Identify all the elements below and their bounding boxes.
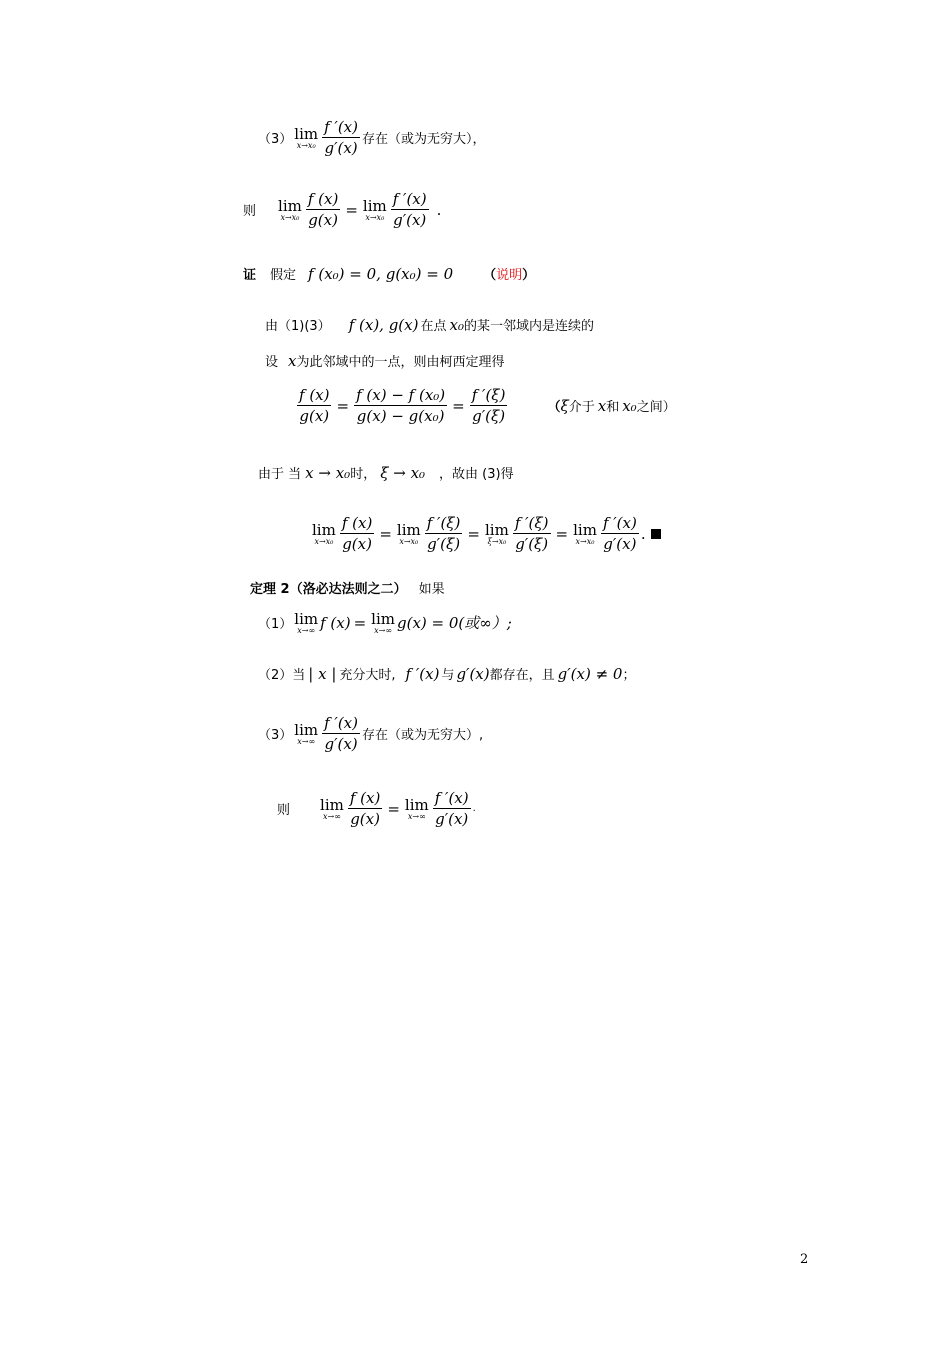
- equals: =: [345, 200, 358, 219]
- condition-text: 存在（或为无穷大），: [362, 132, 486, 147]
- theorem-2-condition-3: （3） lim x→∞ $\frac{f '(x)}{g'(x)}$ 存在（或为无穷大）,: [258, 714, 484, 753]
- limit-operator: lim x→x₀: [362, 197, 387, 222]
- proof-line: 证 假定 f (x₀) = 0, g(x₀) = 0 （ 说明 ）: [243, 264, 536, 283]
- period: .: [436, 200, 442, 219]
- lim-text: lim: [294, 125, 319, 143]
- limit-operator: lim x→x₀: [278, 197, 302, 222]
- explain-link[interactable]: 说明: [496, 268, 523, 283]
- proof-label: 证: [243, 268, 257, 283]
- theorem-2-condition-2: （2）当 | x | 充分大时, f ′(x) 与 g′(x) 都存在，且 g′(x) ≠ 0 ；: [258, 664, 636, 683]
- fraction-right: $\frac{f '(x)}{g'(x)}$: [392, 190, 427, 229]
- denominator: g′(x): [324, 139, 358, 157]
- assumption-formula: f (x₀) = 0, g(x₀) = 0: [308, 264, 454, 283]
- theorem-title: 定理 2（洛必达法则之二）: [250, 582, 407, 597]
- limit-chain: lim x→x₀ $\frac{f (x)}{g(x)}$ = lim x→x₀ $\frac{f '(\xi)}{g'(\xi)}$ = lim ξ→x₀ $\frac{f '(\xi)}{g'(\xi)}$ = lim x→x₀ $\frac{f '(x)}{g'(x)}$ .: [310, 514, 661, 553]
- cauchy-equation: $\frac{f (x)}{g(x)}$ = $\frac{\text{f (x) − f (x₀)}}{\text{g(x) − g(x₀)}}$ = $\frac{f '(\xi)}{g'(\xi)}$ （ ξ 介于 x 和 x₀ 之间）: [299, 386, 676, 425]
- page-number: 2: [800, 1252, 809, 1267]
- assume-text: 假定: [270, 268, 297, 283]
- since-line: 由于 当 x → x₀ 时， ξ → x₀ ，故由 (3)得: [258, 463, 514, 482]
- lim-subscript: x→x₀: [296, 141, 316, 150]
- condition-3-line: [258, 118, 486, 157]
- let-x-line: 设 x 为此邻域中的一点，则由柯西定理得: [265, 351, 505, 370]
- limit-operator: [294, 125, 318, 150]
- conclusion-line: [243, 190, 441, 229]
- functions-formula: f (x), g(x): [348, 315, 419, 334]
- numerator: f ′(x): [324, 118, 358, 136]
- theorem-2-conclusion: 则 lim x→∞ $\frac{f (x)}{g(x)}$ = lim x→∞ $\frac{f '(x)}{g'(x)}$ .: [277, 789, 476, 828]
- fraction: [322, 118, 360, 157]
- fraction-left: $\frac{f (x)}{g(x)}$: [307, 190, 339, 229]
- continuity-line: 由（1)(3） f (x), g(x) 在点 x₀ 的某一邻域内是连续的: [265, 315, 594, 334]
- qed-square-icon: [651, 529, 661, 539]
- then-label: 则: [243, 204, 257, 219]
- theorem-2-heading: 定理 2（洛必达法则之二） 如果: [250, 578, 445, 597]
- theorem-2-condition-1: （1） lim x→∞ f (x) = lim x→∞ g(x) = 0(或∞）;: [258, 610, 512, 635]
- condition-label: （3）: [258, 132, 293, 147]
